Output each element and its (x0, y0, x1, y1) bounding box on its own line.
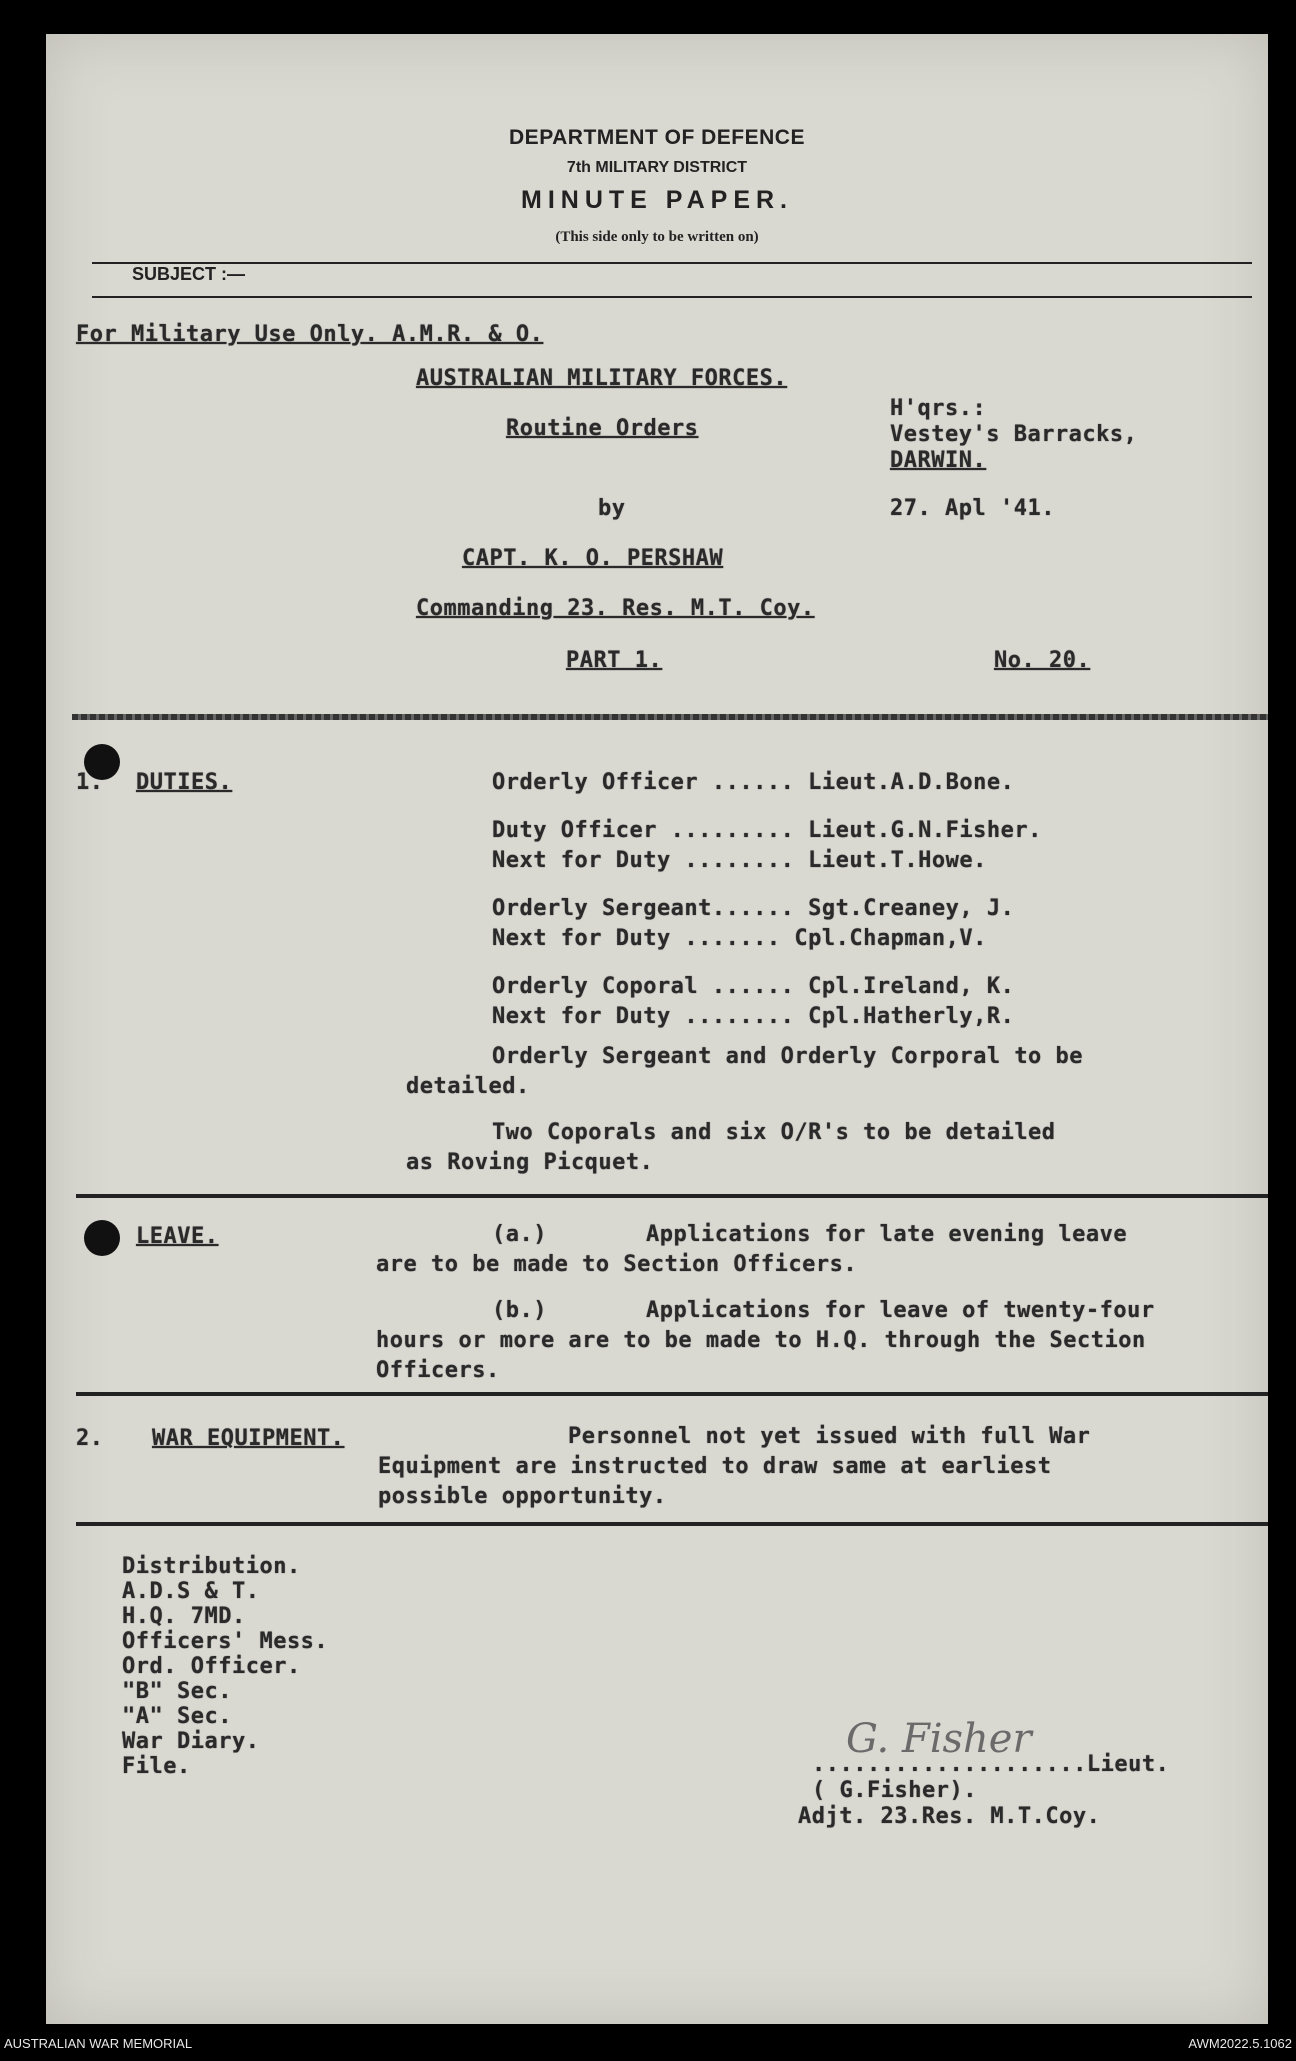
form-instruction: (This side only to be written on) (555, 229, 759, 245)
subject-bottom-rule (92, 296, 1252, 298)
roster-row: Duty Officer ......... Lieut.G.N.Fisher. (492, 818, 1042, 843)
distribution-item: War Diary. (122, 1729, 260, 1754)
roster-row: Next for Duty ........ Cpl.Hatherly,R. (492, 1004, 1015, 1029)
section-divider (76, 1392, 1268, 1396)
duties-paragraph-2: Two Coporals and six O/R's to be detailed as Roving Picquet. (406, 1120, 1056, 1175)
equipment-paragraph: Personnel not yet issued with full War Equipment are instructed to draw same at earliest possible opportunity. (378, 1424, 1091, 1509)
section-divider (76, 1522, 1268, 1526)
order-date: 27. Apl '41. (890, 496, 1055, 521)
section-divider-top (72, 714, 1268, 720)
by-line: by (598, 496, 626, 521)
distribution-item: "A" Sec. (122, 1704, 232, 1729)
duties-paragraph-1: Orderly Sergeant and Orderly Corporal to be detailed. (406, 1044, 1084, 1099)
forces-heading: AUSTRALIAN MILITARY FORCES. (416, 366, 788, 391)
signature-line: ....................Lieut. (812, 1752, 1170, 1777)
subject-label: SUBJECT :— (132, 264, 246, 284)
roster-row: Next for Duty ........ Lieut.T.Howe. (492, 848, 987, 873)
equipment-title: WAR EQUIPMENT. (152, 1426, 345, 1451)
distribution-list (122, 1554, 328, 1779)
command-line: Commanding 23. Res. M.T. Coy. (416, 596, 815, 621)
department-heading: DEPARTMENT OF DEFENCE (509, 126, 805, 149)
classification-line: For Military Use Only. A.M.R. & O. (76, 322, 544, 347)
roster-row: Orderly Officer ...... Lieut.A.D.Bone. (492, 770, 1015, 795)
subject-top-rule (92, 262, 1252, 264)
minute-paper (46, 34, 1268, 2024)
headquarters-address (890, 396, 1137, 474)
form-title: MINUTE PAPER. (521, 186, 793, 214)
distribution-item: File. (122, 1754, 191, 1779)
distribution-item: Ord. Officer. (122, 1654, 301, 1679)
distribution-title: Distribution. (122, 1554, 301, 1579)
distribution-item: A.D.S & T. (122, 1579, 260, 1604)
distribution-item: H.Q. 7MD. (122, 1604, 246, 1629)
part-number: PART 1. (566, 648, 663, 673)
roster-row: Orderly Coporal ...... Cpl.Ireland, K. (492, 974, 1015, 999)
hq-line-3: DARWIN. (890, 448, 987, 473)
commanding-officer: CAPT. K. O. PERSHAW (462, 546, 724, 571)
footer-archive-name: AUSTRALIAN WAR MEMORIAL (4, 2036, 193, 2051)
section-divider (76, 1194, 1268, 1198)
duties-number: 1. (76, 770, 104, 795)
handwritten-signature: G. Fisher (846, 1716, 1032, 1762)
signatory-title: Adjt. 23.Res. M.T.Coy. (798, 1804, 1101, 1829)
signatory-name: ( G.Fisher). (812, 1778, 977, 1803)
duties-title: DUTIES. (136, 770, 233, 795)
roster-row: Orderly Sergeant...... Sgt.Creaney, J. (492, 896, 1015, 921)
duties-roster (492, 768, 1042, 1032)
distribution-item: "B" Sec. (122, 1679, 232, 1704)
equipment-number: 2. (76, 1426, 104, 1451)
punch-hole (84, 1220, 120, 1256)
distribution-item: Officers' Mess. (122, 1629, 329, 1654)
order-number: No. 20. (994, 648, 1091, 673)
hq-line-2: Vestey's Barracks, (890, 422, 1138, 447)
hq-line-1: H'qrs.: (890, 396, 987, 421)
footer-reference: AWM2022.5.1062 (1188, 2036, 1292, 2051)
orders-type: Routine Orders (506, 416, 699, 441)
district-heading: 7th MILITARY DISTRICT (566, 159, 748, 176)
leave-paragraph-a: (a.) Applications for late evening leave are to be made to Section Officers. (376, 1222, 1128, 1277)
leave-title: LEAVE. (136, 1224, 219, 1249)
roster-row: Next for Duty ....... Cpl.Chapman,V. (492, 926, 987, 951)
leave-paragraph-b: (b.) Applications for leave of twenty-four hours or more are to be made to H.Q. through the Section Officers. (376, 1298, 1155, 1383)
